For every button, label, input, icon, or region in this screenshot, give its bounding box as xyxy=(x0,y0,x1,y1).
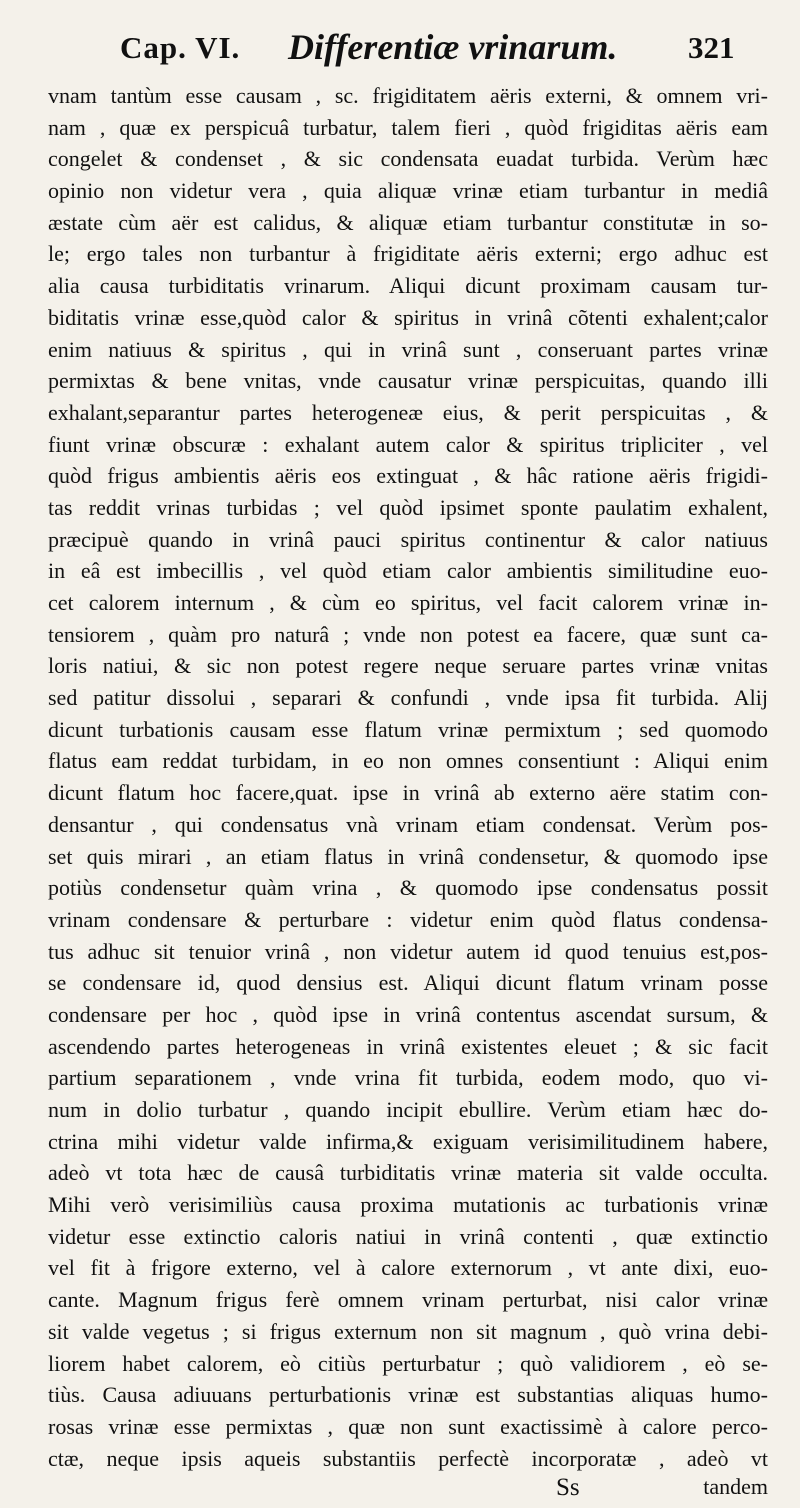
text-line: rosas vrinæ esse permixtas , quæ non sunt exactissimè à calore perco- xyxy=(48,1413,768,1439)
text-line: in eâ est imbecillis , vel quòd etiam calor ambientis similitudine euo- xyxy=(48,558,768,584)
book-page xyxy=(48,22,768,1502)
text-line: tensiorem , quàm pro naturâ ; vnde non potest ea facere, quæ sunt ca- xyxy=(48,621,768,647)
text-line: num in dolio turbatur , quando incipit ebullire. Verùm etiam hæc do- xyxy=(48,1097,768,1122)
text-line: cet calorem internum , & cùm eo spiritus, vel facit calorem vrinæ in- xyxy=(48,590,768,615)
text-line: ctrina mihi videtur valde infirma,& exiguam verisimilitudinem habere, xyxy=(48,1128,768,1154)
text-line: Mihi verò verisimiliùs causa proxima mutationis ac turbationis vrinæ xyxy=(48,1192,768,1218)
text-line: le; ergo tales non turbantur à frigiditate aëris externi; ergo adhuc est xyxy=(48,241,768,267)
text-line: vrinam condensare & perturbare : videtur enim quòd flatus condensa- xyxy=(48,906,768,932)
running-title: Differentiæ vrinarum. xyxy=(288,27,618,67)
text-line: cante. Magnum frigus ferè omnem vrinam perturbat, nisi calor vrinæ xyxy=(48,1287,768,1313)
page-footer xyxy=(48,1474,768,1508)
text-line: adeò vt tota hæc de causâ turbiditatis vrinæ materia sit valde occulta. xyxy=(48,1160,768,1186)
text-line: partium separationem , vnde vrina fit turbida, eodem modo, quo vi- xyxy=(48,1065,768,1091)
text-line: ascendendo partes heterogeneas in vrinâ existentes eleuet ; & sic facit xyxy=(48,1033,768,1059)
running-header xyxy=(48,22,768,80)
text-line: ctæ, neque ipsis aqueis substantiis perfectè incorporatæ , adeò vt xyxy=(48,1445,768,1471)
text-line: densantur , qui condensatus vnà vrinam etiam condensat. Verùm pos- xyxy=(48,811,768,837)
text-line: permixtas & bene vnitas, vnde causatur vrinæ perspicuitas, quando illi xyxy=(48,368,768,394)
text-line: præcipuè quando in vrinâ pauci spiritus continentur & calor natiuus xyxy=(48,526,768,552)
text-line: biditatis vrinæ esse,quòd calor & spiritus in vrinâ cõtenti exhalent;calor xyxy=(48,304,768,330)
text-line: tus adhuc sit tenuior vrinâ , non videtur autem id quod tenuius est,pos- xyxy=(48,938,768,964)
text-line: vel fit à frigore externo, vel à calore externorum , vt ante dixi, euo- xyxy=(48,1255,768,1281)
text-line: condensare per hoc , quòd ipse in vrinâ contentus ascendat sursum, & xyxy=(48,1001,768,1027)
text-line: opinio non videtur vera , quia aliquæ vrinæ etiam turbantur in mediâ xyxy=(48,178,768,204)
text-line: alia causa turbiditatis vrinarum. Aliqui dicunt proximam causam tur- xyxy=(48,273,768,299)
text-line: se condensare id, quod densius est. Aliqui dicunt flatum vrinam posse xyxy=(48,970,768,996)
text-line: vnam tantùm esse causam , sc. frigiditatem aëris externi, & omnem vri- xyxy=(48,83,768,108)
text-line: loris natiui, & sic non potest regere neque seruare partes vrinæ vnitas xyxy=(48,653,768,679)
body-text xyxy=(48,80,768,1474)
text-line: tas reddit vrinas turbidas ; vel quòd ipsimet sponte paulatim exhalent, xyxy=(48,494,768,520)
text-line: quòd frigus ambientis aëris eos extinguat , & hâc ratione aëris frigidi- xyxy=(48,463,768,489)
text-line: congelet & condenset , & sic condensata euadat turbida. Verùm hæc xyxy=(48,146,768,172)
signature-mark: Ss xyxy=(556,1474,580,1502)
text-line: liorem habet calorem, eò citiùs perturbatur ; quò validiorem , eò se- xyxy=(48,1350,768,1376)
text-line: flatus eam reddat turbidam, in eo non omnes consentiunt : Aliqui enim xyxy=(48,748,768,774)
text-line: æstate cùm aër est calidus, & aliquæ etiam turbantur constitutæ in so- xyxy=(48,209,768,235)
text-line: sed patitur dissolui , separari & confundi , vnde ipsa fit turbida. Alij xyxy=(48,685,768,711)
text-line: tiùs. Causa adiuuans perturbationis vrinæ est substantias aliquas humo- xyxy=(48,1382,768,1408)
text-line: dicunt turbationis causam esse flatum vrinæ permixtum ; sed quomodo xyxy=(48,716,768,742)
text-line: fiunt vrinæ obscuræ : exhalant autem calor & spiritus tripliciter , vel xyxy=(48,431,768,457)
text-line: videtur esse extinctio caloris natiui in vrinâ contenti , quæ extinctio xyxy=(48,1223,768,1249)
text-line: exhalant,separantur partes heterogeneæ eius, & perit perspicuitas , & xyxy=(48,399,768,425)
catchword: tandem xyxy=(703,1474,768,1500)
text-line: potiùs condensetur quàm vrina , & quomodo ipse condensatus possit xyxy=(48,875,768,901)
text-line: sit valde vegetus ; si frigus externum non sit magnum , quò vrina debi- xyxy=(48,1318,768,1344)
chapter-heading: Cap. VI. xyxy=(120,30,241,65)
text-line: nam , quæ ex perspicuâ turbatur, talem fieri , quòd frigiditas aëris eam xyxy=(48,114,768,140)
text-line: set quis mirari , an etiam flatus in vrinâ condensetur, & quomodo ipse xyxy=(48,843,768,869)
page-number: 321 xyxy=(688,30,735,65)
text-line: dicunt flatum hoc facere,quat. ipse in vrinâ ab externo aëre statim con- xyxy=(48,780,768,806)
text-line: enim natiuus & spiritus , qui in vrinâ sunt , conseruant partes vrinæ xyxy=(48,336,768,362)
